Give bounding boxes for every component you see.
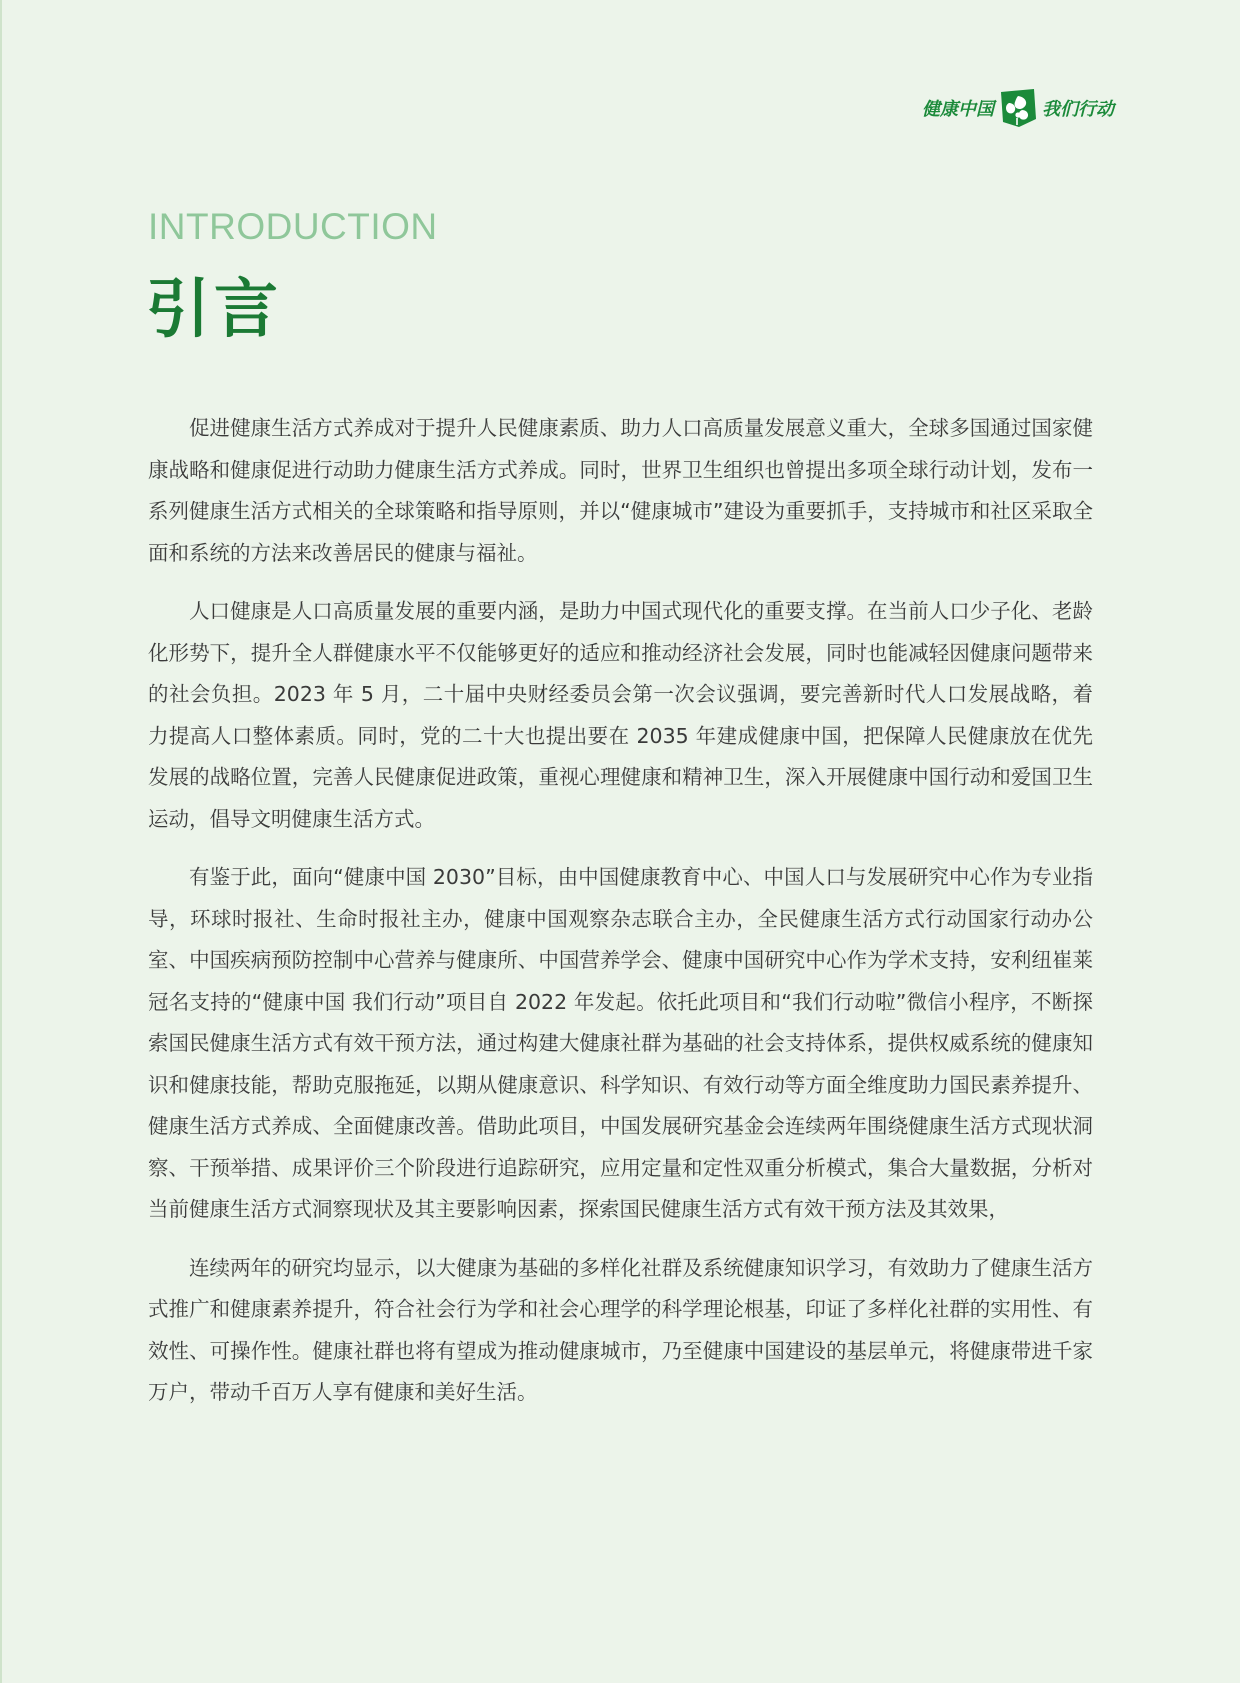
body-text [148,408,1093,1431]
section-title-chinese: 引言 [146,273,282,347]
logo-right-text: 我们行动 [1042,99,1114,120]
paragraph-1: 促进健康生活方式养成对于提升人民健康素质、助力人口高质量发展意义重大，全球多国通过国家健康战略和健康促进行动助力健康生活方式养成。同时，世界卫生组织也曾提出多项全球行动计划，发布一系列健康生活方式相关的全球策略和指导原则，并以“健康城市”建设为重要抓手，支持城市和社区采取全面和系统的方法来改善居民的健康与福祉。 [148,416,1093,565]
paragraph-3: 有鉴于此，面向“健康中国 2030”目标，由中国健康教育中心、中国人口与发展研究中心作为专业指导，环球时报社、生命时报社主办，健康中国观察杂志联合主办，全民健康生活方式行动国家行动办公室、中国疾病预防控制中心营养与健康所、中国营养学会、健康中国研究中心作为学术支持，安利纽崔莱冠名支持的“健康中国 我们行动”项目自 2022 年发起。依托此项目和“我们行动啦”微信小程序，不断探索国民健康生活方式有效干预方法，通过构建大健康社群为基础的社会支持体系，提供权威系统的健康知识和健康技能，帮助克服拖延，以期从健康意识、科学知识、有效行动等方面全维度助力国民素养提升、健康生活方式养成、全面健康改善。借助此项目，中国发展研究基金会连续两年围绕健康生活方式现状洞察、干预举措、成果评价三个阶段进行追踪研究，应用定量和定性双重分析模式，集合大量数据，分析对当前健康生活方式洞察现状及其主要影响因素，探索国民健康生活方式有效干预方法及其效果， [148,865,1093,1221]
paragraph-4: 连续两年的研究均显示，以大健康为基础的多样化社群及系统健康知识学习，有效助力了健康生活方式推广和健康素养提升，符合社会行为学和社会心理学的科学理论根基，印证了多样化社群的实用性、有效性、可操作性。健康社群也将有望成为推动健康城市，乃至健康中国建设的基层单元，将健康带进千家万户，带动千百万人享有健康和美好生活。 [148,1255,1093,1404]
logo-left-text: 健康中国 [922,99,994,120]
leaf-emblem-icon [997,86,1039,130]
paragraph-2: 人口健康是人口高质量发展的重要内涵，是助力中国式现代化的重要支撑。在当前人口少子化、老龄化形势下，提升全人群健康水平不仅能够更好的适应和推动经济社会发展，同时也能减轻因健康问题带来的社会负担。2023 年 5 月，二十届中央财经委员会第一次会议强调，要完善新时代人口发展战略，着力提高人口整体素质。同时，党的二十大也提出要在 2035 年建成健康中国，把保障人民健康放在优先发展的战略位置，完善人民健康促进政策，重视心理健康和精神卫生，深入开展健康中国行动和爱国卫生运动，倡导文明健康生活方式。 [148,599,1093,831]
section-title-english: INTRODUCTION [148,206,438,247]
page-edge-divider [0,0,2,1683]
brand-logo [874,86,1114,130]
